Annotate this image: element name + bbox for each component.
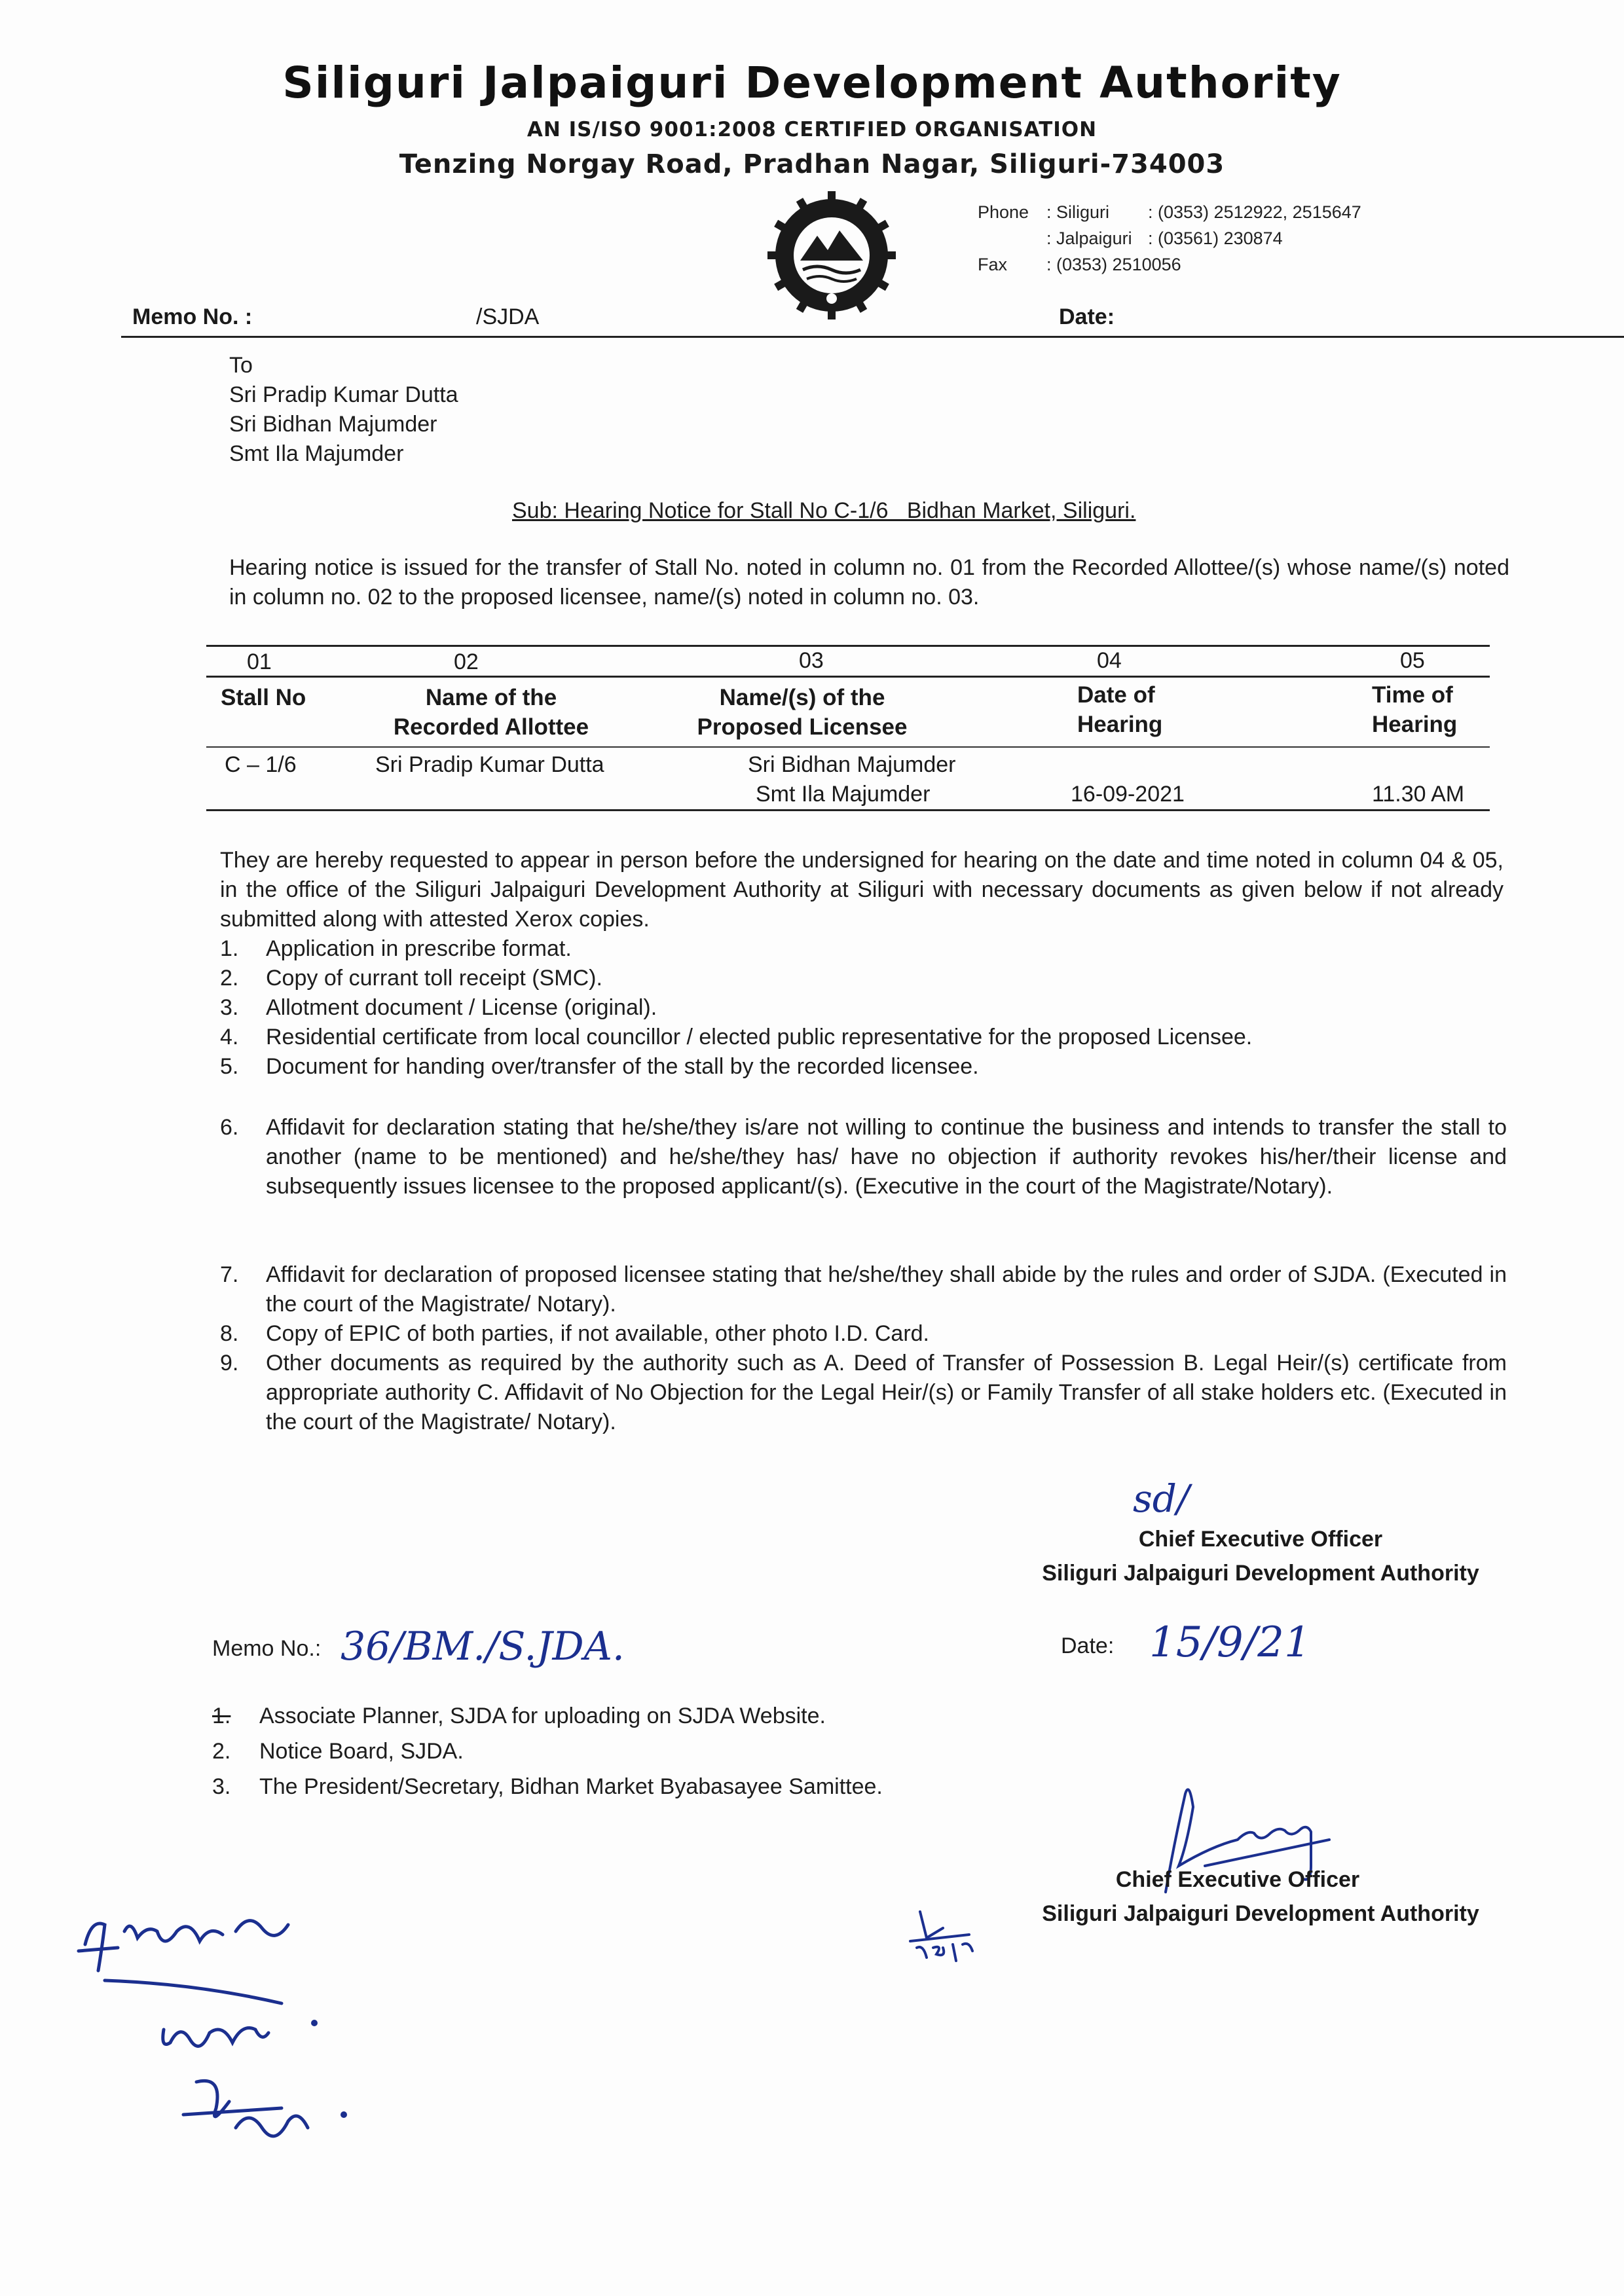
list-item: 7. Affidavit for declaration of proposed licensee stating that he/she/they shall abide by the rules and order of SJDA. (Executed in the court of the Magistrate/ Notary).: [220, 1262, 1507, 1317]
intro-paragraph: Hearing notice is issued for the transfer of Stall No. noted in column no. 01 from the Recorded Allottee/(s) whose name/(s) noted in column no. 02 to the proposed licensee, name/(s) noted in column no. 03.: [229, 555, 1509, 610]
date-label: Date:: [1059, 304, 1115, 329]
signatory-title: Chief Executive Officer: [1115, 1867, 1360, 1892]
recipients: [229, 351, 458, 469]
fax-label: Fax: [978, 255, 1008, 274]
organisation-title: Siliguri Jalpaiguri Development Authority: [282, 58, 1342, 108]
handwritten-memo-number: 36/BM./S.JDA.: [341, 1624, 625, 1669]
cell-proposed-licensee: Sri Bidhan Majumder Smt Ila Majumder: [748, 752, 956, 807]
list-item: 1. Application in prescribe format.: [220, 936, 572, 961]
documents-list-a: [220, 934, 1507, 1082]
signature-block-2: [904, 1863, 1617, 1931]
organisation-address: Tenzing Norgay Road, Pradhan Nagar, Siliguri-734003: [399, 149, 1225, 179]
list-item: 5. Document for handing over/transfer of the stall by the recorded licensee.: [220, 1054, 979, 1079]
memo-label: Memo No. :: [132, 304, 253, 329]
list-item: 2. Notice Board, SJDA.: [212, 1739, 464, 1764]
column-number: 04: [1097, 648, 1122, 673]
signatory-organisation: Siliguri Jalpaiguri Development Authority: [1042, 1561, 1479, 1586]
signatory-organisation: Siliguri Jalpaiguri Development Authority: [1042, 1901, 1479, 1926]
column-number: 02: [454, 649, 479, 674]
handwritten-margin-note: [65, 1892, 406, 2167]
list-item: 9. Other documents as required by the authority such as A. Deed of Transfer of Possession B. Legal Heir/(s) certificate from appropriate authority C. Affidavit of No Objection for the Legal Heir/(s) or Family Transfer of all stake holders etc. (Executed in the court of the Magistrate/ Notary).: [220, 1351, 1507, 1434]
header-recorded-allottee: Name of the Recorded Allottee: [393, 685, 589, 740]
siliguri-label: : Siliguri: [1046, 202, 1110, 222]
signatory-title: Chief Executive Officer: [1138, 1527, 1383, 1552]
list-item: 3. The President/Secretary, Bidhan Market Byabasayee Samittee.: [212, 1774, 883, 1799]
signature-block-1: [904, 1522, 1617, 1590]
list-item: 8. Copy of EPIC of both parties, if not available, other photo I.D. Card.: [220, 1321, 929, 1346]
certification-line: AN IS/ISO 9001:2008 CERTIFIED ORGANISATION: [526, 118, 1098, 141]
subject-line: Sub: Hearing Notice for Stall No C-1/6 Bidhan Market, Siliguri.: [512, 498, 1136, 523]
copy-memo-label: Memo No.:: [212, 1636, 322, 1661]
contact-block: [978, 199, 1361, 278]
header-proposed-licensee: Name/(s) of the Proposed Licensee: [697, 685, 908, 740]
hearing-table: [206, 645, 1490, 811]
cell-hearing-date: 16-09-2021: [1071, 782, 1185, 807]
recipient-name: Sri Bidhan Majumder: [229, 412, 437, 437]
memo-suffix: /SJDA: [476, 304, 540, 329]
list-item: 1. Associate Planner, SJDA for uploading on SJDA Website.: [212, 1704, 826, 1728]
to-label: To: [229, 353, 253, 378]
header-stall-no: Stall No: [221, 685, 306, 710]
list-item: 6. Affidavit for declaration stating that he/she/they is/are not willing to continue the business and intends to transfer the stall to another (name to be mentioned) and he/she/they has/ have no objection if authority revokes his/her/their license and subsequently issues licensee to the proposed applicant/(s). (Executive in the court of the Magistrate/Notary).: [220, 1115, 1507, 1199]
siliguri-phone-numbers: : (0353) 2512922, 2515647: [1148, 202, 1361, 222]
column-number: 05: [1400, 648, 1425, 673]
column-number: 03: [799, 648, 824, 673]
recipient-name: Sri Pradip Kumar Dutta: [229, 382, 458, 407]
request-paragraph: They are hereby requested to appear in person before the undersigned for hearing on the date and time noted in column 04 & 05, in the office of the Siliguri Jalpaiguri Development Authority at Siliguri with necessary documents as given below if not already submitted along with attested Xerox copies.: [220, 848, 1504, 932]
header-time-of-hearing: Time of Hearing: [1372, 682, 1458, 737]
table-row: [206, 748, 1490, 809]
handwritten-receipt-mark: [907, 1905, 986, 1964]
handwritten-date: 15/9/21: [1149, 1618, 1311, 1667]
cell-stall-no: C – 1/6: [225, 752, 297, 777]
documents-list-b: [220, 1113, 1507, 1201]
jalpaiguri-phone-number: : (03561) 230874: [1148, 228, 1283, 248]
list-item: 2. Copy of currant toll receipt (SMC).: [220, 966, 602, 991]
column-number: 01: [247, 649, 272, 674]
list-item: 3. Allotment document / License (original).: [220, 995, 657, 1020]
header-divider: [121, 336, 1624, 338]
cell-recorded-allottee: Sri Pradip Kumar Dutta: [375, 752, 604, 777]
fax-number: : (0353) 2510056: [1046, 255, 1181, 274]
copy-date-label: Date:: [1061, 1633, 1115, 1658]
phone-label: Phone: [978, 202, 1029, 222]
header-date-of-hearing: Date of Hearing: [1077, 682, 1163, 737]
cell-hearing-time: 11.30 AM: [1372, 782, 1465, 807]
sjda-logo-emblem: [766, 190, 897, 321]
sd-initials: sd/: [1133, 1476, 1190, 1521]
recipient-name: Smt Ila Majumder: [229, 441, 404, 466]
copy-list: [212, 1698, 1260, 1804]
list-item: 4. Residential certificate from local councillor / elected public representative for the proposed Licensee.: [220, 1025, 1253, 1049]
documents-list-c: [220, 1260, 1507, 1437]
jalpaiguri-label: : Jalpaiguri: [1046, 228, 1132, 248]
